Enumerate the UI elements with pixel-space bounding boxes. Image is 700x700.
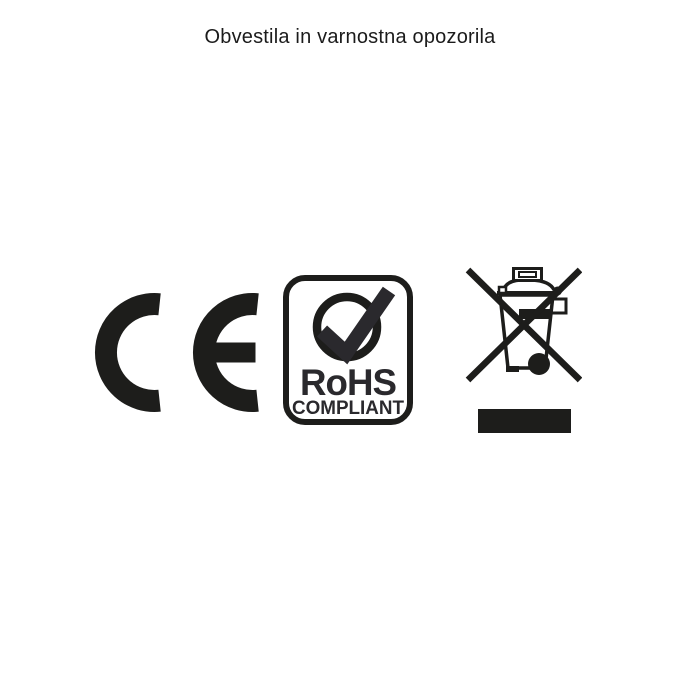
- ce-letter-e-bar: [212, 343, 256, 363]
- weee-bin-foot: [506, 366, 519, 372]
- weee-bin-wheel: [528, 353, 550, 375]
- page-title: Obvestila in varnostna opozorila: [204, 26, 496, 48]
- ce-mark-icon: [93, 291, 269, 414]
- rohs-check-circle-icon: [317, 291, 389, 357]
- weee-icon: [462, 262, 582, 437]
- weee-black-bar: [478, 409, 571, 433]
- rohs-badge: [283, 275, 413, 425]
- rohs-title: RoHS: [300, 362, 397, 403]
- rohs-subtitle: COMPLIANT: [292, 397, 405, 419]
- weee-lid-handle: [514, 269, 542, 281]
- weee-lid-step: [499, 287, 506, 293]
- ce-letter-c: [106, 304, 160, 401]
